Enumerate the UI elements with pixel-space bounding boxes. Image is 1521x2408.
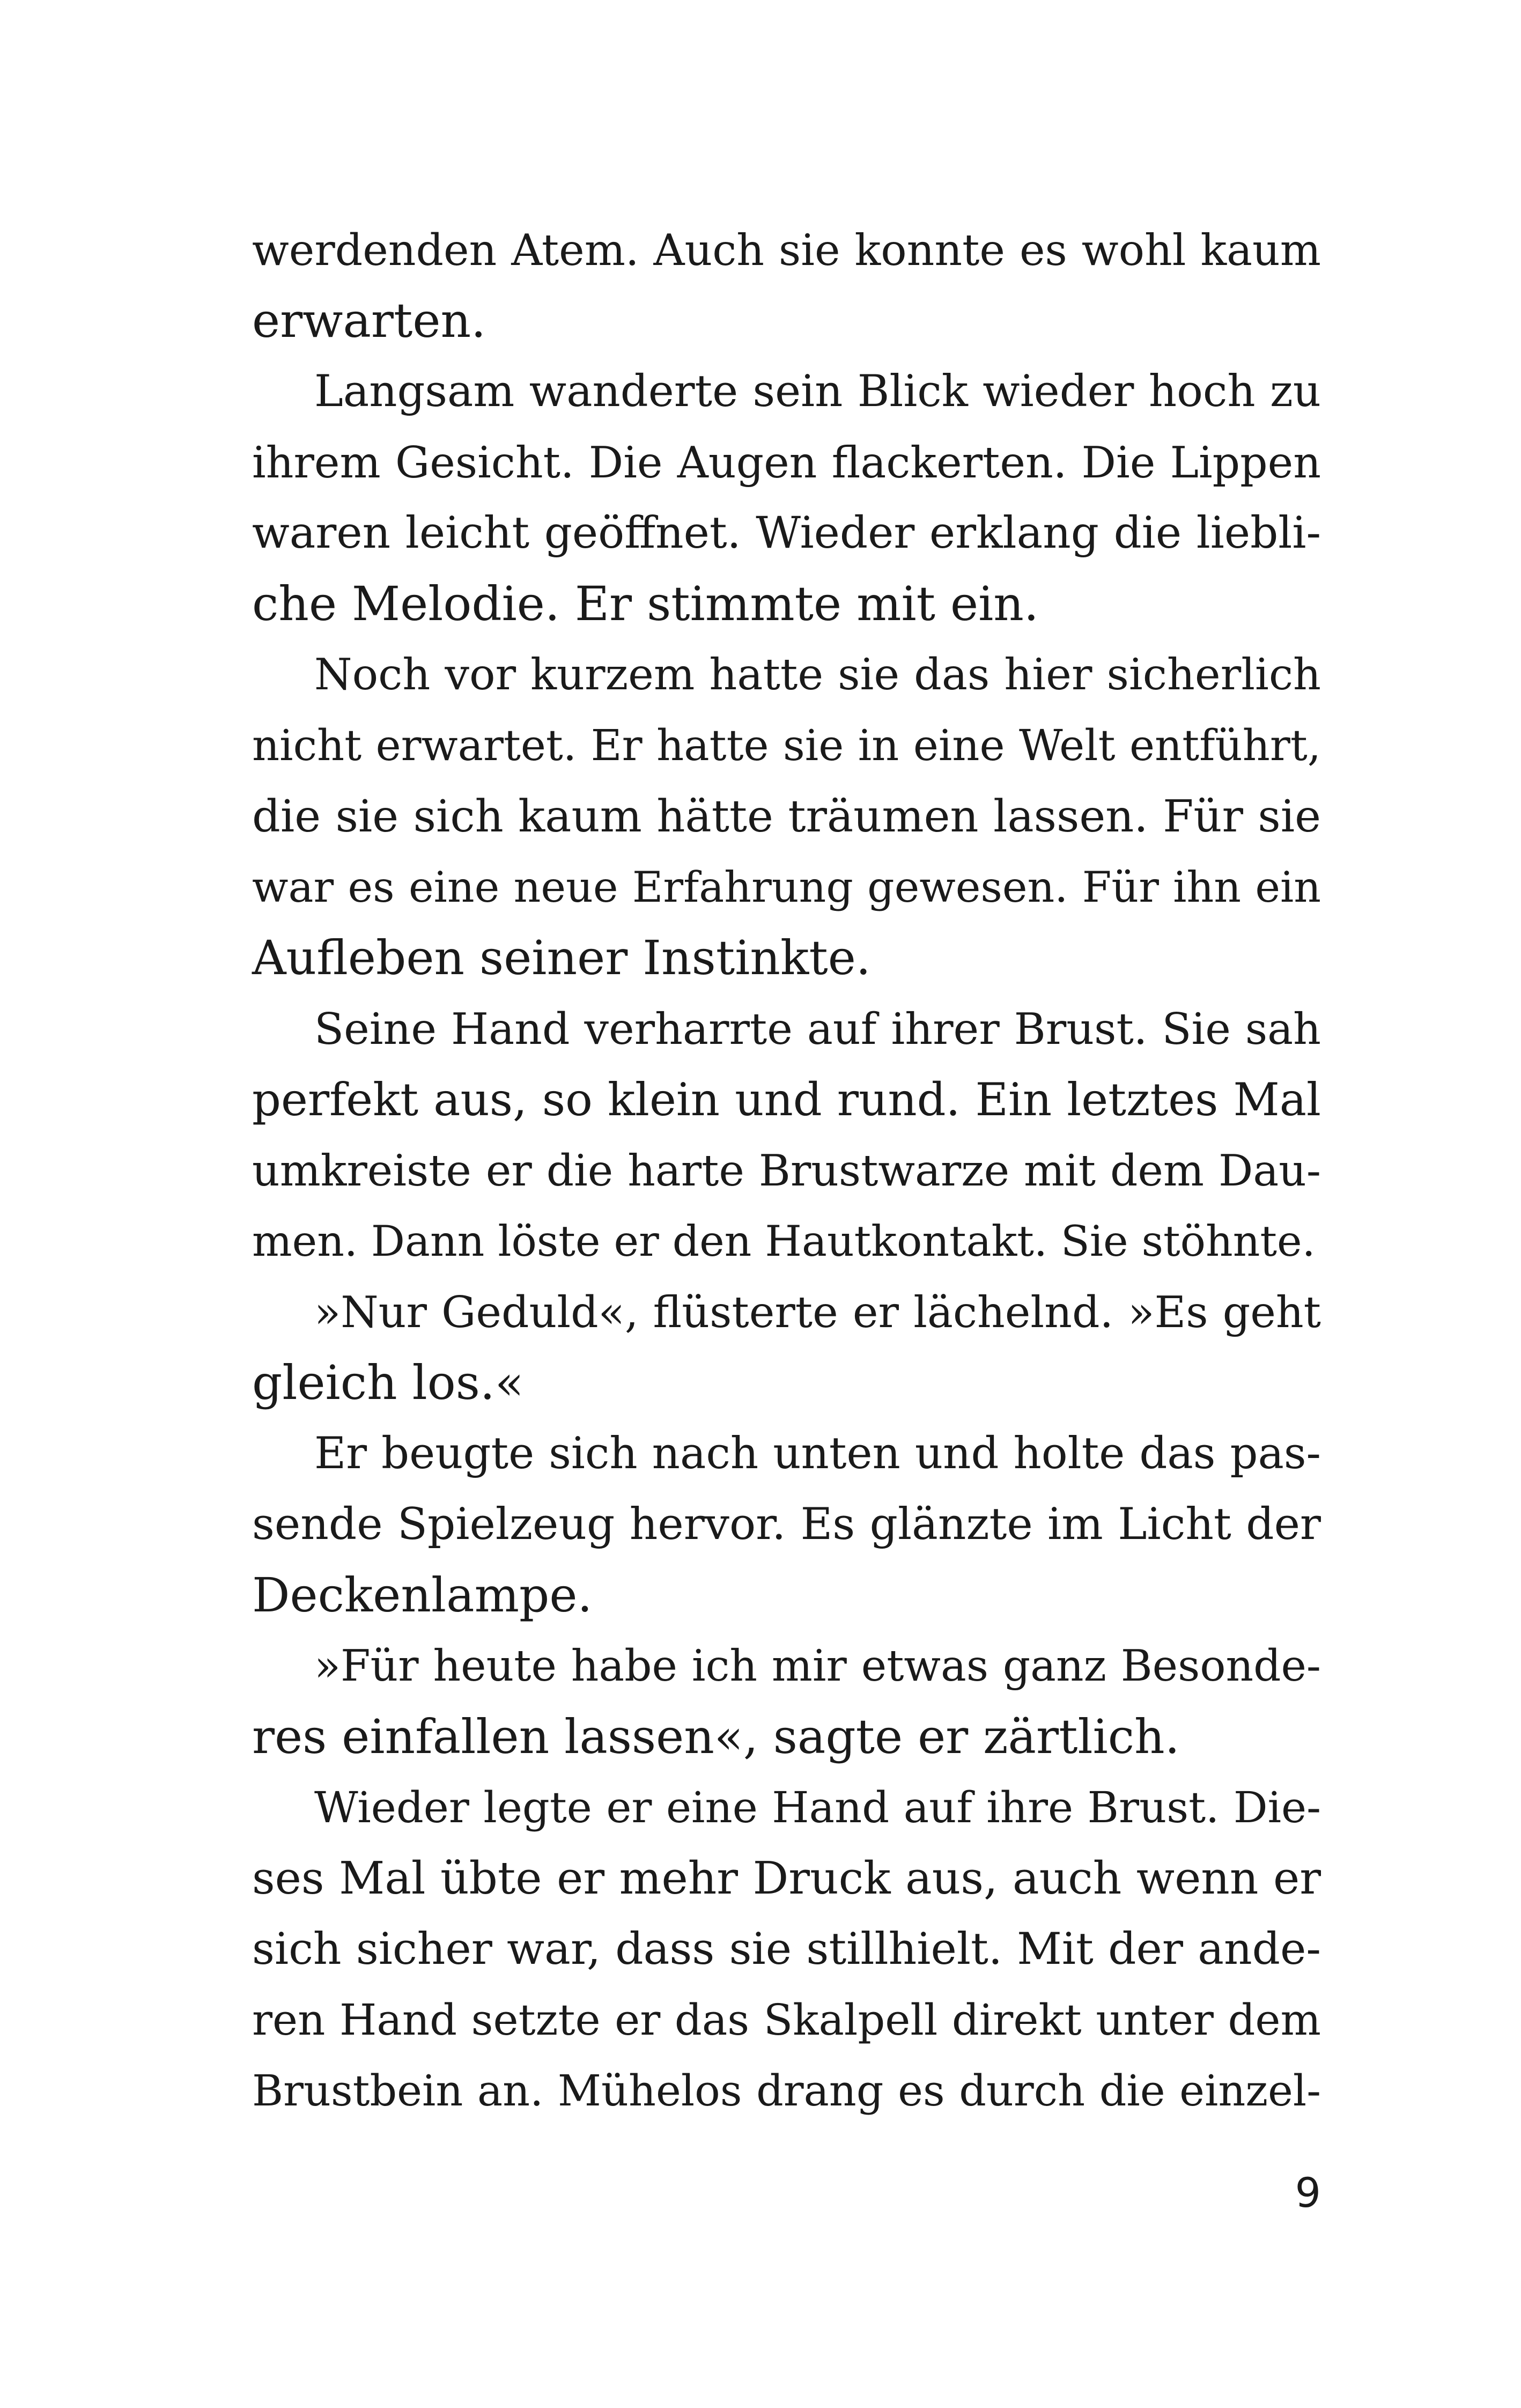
text-line: ren Hand setzte er das Skalpell direkt unter dem: [252, 1995, 1321, 2045]
text-line: res einfallen lassen«, sagte er zärtlich.: [252, 1709, 1180, 1764]
page-number: 9: [1295, 2169, 1321, 2216]
text-line: war es eine neue Erfahrung gewesen. Für ihn ein: [252, 863, 1321, 912]
text-line: die sie sich kaum hätte träumen lassen. Für sie: [252, 791, 1321, 842]
text-line: Wieder legte er eine Hand auf ihre Brust. Die-: [314, 1783, 1321, 1832]
text-line: nicht erwartet. Er hatte sie in eine Welt entführt,: [252, 720, 1321, 770]
text-line: ses Mal übte er mehr Druck aus, auch wenn er: [252, 1852, 1321, 1904]
text-line: »Nur Geduld«, flüsterte er lächelnd. »Es geht: [314, 1287, 1321, 1337]
text-line: werdenden Atem. Auch sie konnte es wohl kaum: [252, 225, 1321, 275]
text-line: Noch vor kurzem hatte sie das hier sicherlich: [314, 650, 1321, 700]
text-line: ihrem Gesicht. Die Augen flackerten. Die Lippen: [252, 437, 1321, 488]
text-line: Seine Hand verharrte auf ihrer Brust. Sie sah: [314, 1004, 1321, 1054]
text-line: che Melodie. Er stimmte mit ein.: [252, 576, 1039, 631]
text-line: gleich los.«: [252, 1355, 524, 1410]
body-text: [252, 215, 1321, 2126]
text-line: Langsam wanderte sein Blick wieder hoch zu: [314, 366, 1321, 417]
text-line: Er beugte sich nach unten und holte das pas-: [314, 1428, 1321, 1479]
text-line: erwarten.: [252, 293, 486, 348]
text-line: waren leicht geöffnet. Wieder erklang die liebli-: [252, 507, 1321, 558]
text-line: Deckenlampe.: [252, 1567, 593, 1623]
text-line: perfekt aus, so klein und rund. Ein letztes Mal: [252, 1073, 1321, 1126]
text-line: »Für heute habe ich mir etwas ganz Besonde-: [314, 1641, 1321, 1691]
text-line: umkreiste er die harte Brustwarze mit dem Dau-: [252, 1145, 1321, 1196]
text-line: sende Spielzeug hervor. Es glänzte im Licht der: [252, 1499, 1321, 1550]
text-line: Brustbein an. Mühelos drang es durch die einzel-: [252, 2066, 1321, 2116]
text-line: men. Dann löste er den Hautkontakt. Sie stöhnte.: [252, 1217, 1316, 1266]
text-line: sich sicher war, dass sie stillhielt. Mit der ande-: [252, 1924, 1321, 1975]
text-line: Aufleben seiner Instinkte.: [252, 930, 871, 985]
